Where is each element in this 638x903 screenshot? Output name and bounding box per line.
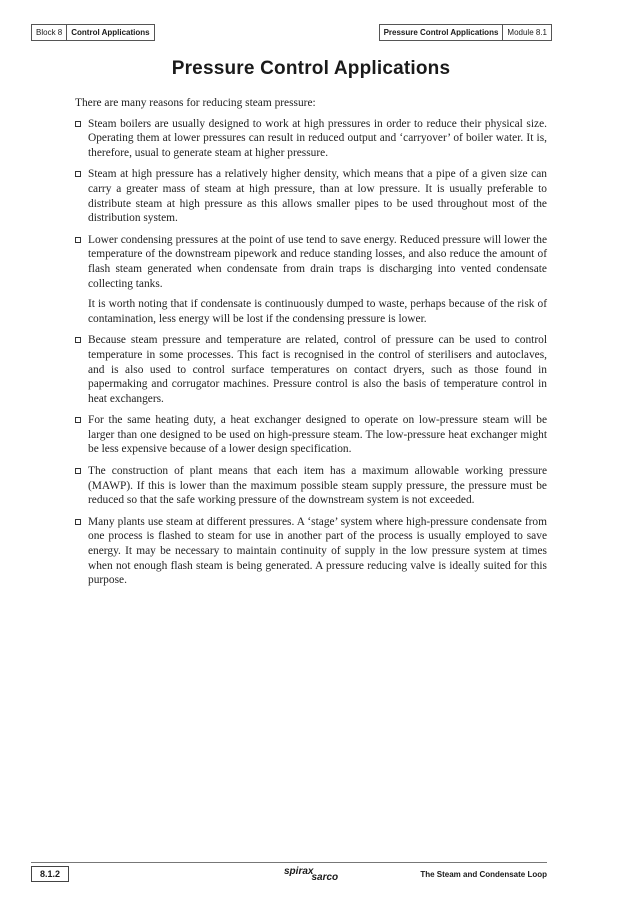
header-module-label (379, 24, 552, 41)
footer-divider (31, 862, 547, 863)
list-item (75, 515, 547, 588)
square-bullet-icon (75, 121, 81, 127)
module-number: Module 8.1 (502, 25, 551, 40)
square-bullet-icon (75, 337, 81, 343)
list-item (75, 167, 547, 225)
header-block-label (31, 24, 155, 41)
item-paragraph: Many plants use steam at different pressures. A ‘stage’ system where high-pressure condensate from one process is flashed to steam for use in another part of the process is usually employed to save energy. It may be necessary to maintain continuity of supply in the low pressure system at times when not enough flash steam is being generated. A pressure reducing valve is ideally suited for this purpose. (88, 515, 547, 587)
item-paragraph: It is worth noting that if condensate is continuously dumped to waste, perhaps because of the risk of contamination, less energy will be lost if the condensing pressure is lower. (88, 298, 547, 325)
square-bullet-icon (75, 468, 81, 474)
spirax-sarco-logo (284, 866, 339, 883)
page-number: 8.1.2 (31, 866, 69, 882)
list-item (75, 464, 547, 508)
section-title: Pressure Control Applications (383, 28, 499, 37)
list-item (75, 413, 547, 457)
item-paragraph: Lower condensing pressures at the point of use tend to save energy. Reduced pressure will lower the temperature of the downstream pipework and reduce standing losses, and also reduce the amount of flash steam generated when condensate from drain traps is discharging into vented condensate collecting tanks. (88, 233, 547, 290)
square-bullet-icon (75, 237, 81, 243)
block-title: Control Applications (66, 25, 153, 40)
item-paragraph: Because steam pressure and temperature are related, control of pressure can be used to control temperature in some processes. This fact is recognised in the control of sterilisers and autoclaves, and is also used to control surface temperatures on contact dryers, such as those found in papermaking and corrugator machines. Pressure control is also the basis of temperature control in heat exchangers. (88, 334, 547, 405)
square-bullet-icon (75, 417, 81, 423)
item-paragraph: The construction of plant means that each item has a maximum allowable working pressure (MAWP). If this is lower than the maximum possible steam supply pressure, the pressure must be reduced so that the safe working pressure of the downstream system is not exceeded. (88, 465, 547, 507)
item-paragraph: Steam boilers are usually designed to work at high pressures in order to reduce their physical size. Operating them at lower pressures can result in reduced output and ‘carryover’ of boiler water. It is, therefore, usual to generate steam at higher pressure. (88, 117, 547, 159)
list-item (75, 233, 547, 327)
logo-text-spirax: spirax (284, 866, 314, 877)
logo-text-sarco: sarco (311, 872, 339, 883)
document-body (75, 96, 547, 595)
square-bullet-icon (75, 171, 81, 177)
list-item (75, 333, 547, 406)
item-paragraph: For the same heating duty, a heat exchanger designed to operate on low-pressure steam will be larger than one designed to be used on high-pressure steam. The low-pressure heat exchanger might be less expensive because of a lower design specification. (88, 414, 547, 456)
item-paragraph: Steam at high pressure has a relatively higher density, which means that a pipe of a given size can carry a greater mass of steam at high pressure, than at low pressure. It is usually preferable to distribute steam at high pressure as this allows smaller pipes to be used throughout most of the distribution system. (88, 168, 547, 225)
book-title: The Steam and Condensate Loop (420, 870, 547, 879)
page-title: Pressure Control Applications (171, 58, 451, 79)
list-item (75, 117, 547, 161)
block-number: Block 8 (36, 28, 63, 37)
intro-paragraph: There are many reasons for reducing steam pressure: (75, 97, 316, 109)
square-bullet-icon (75, 519, 81, 525)
